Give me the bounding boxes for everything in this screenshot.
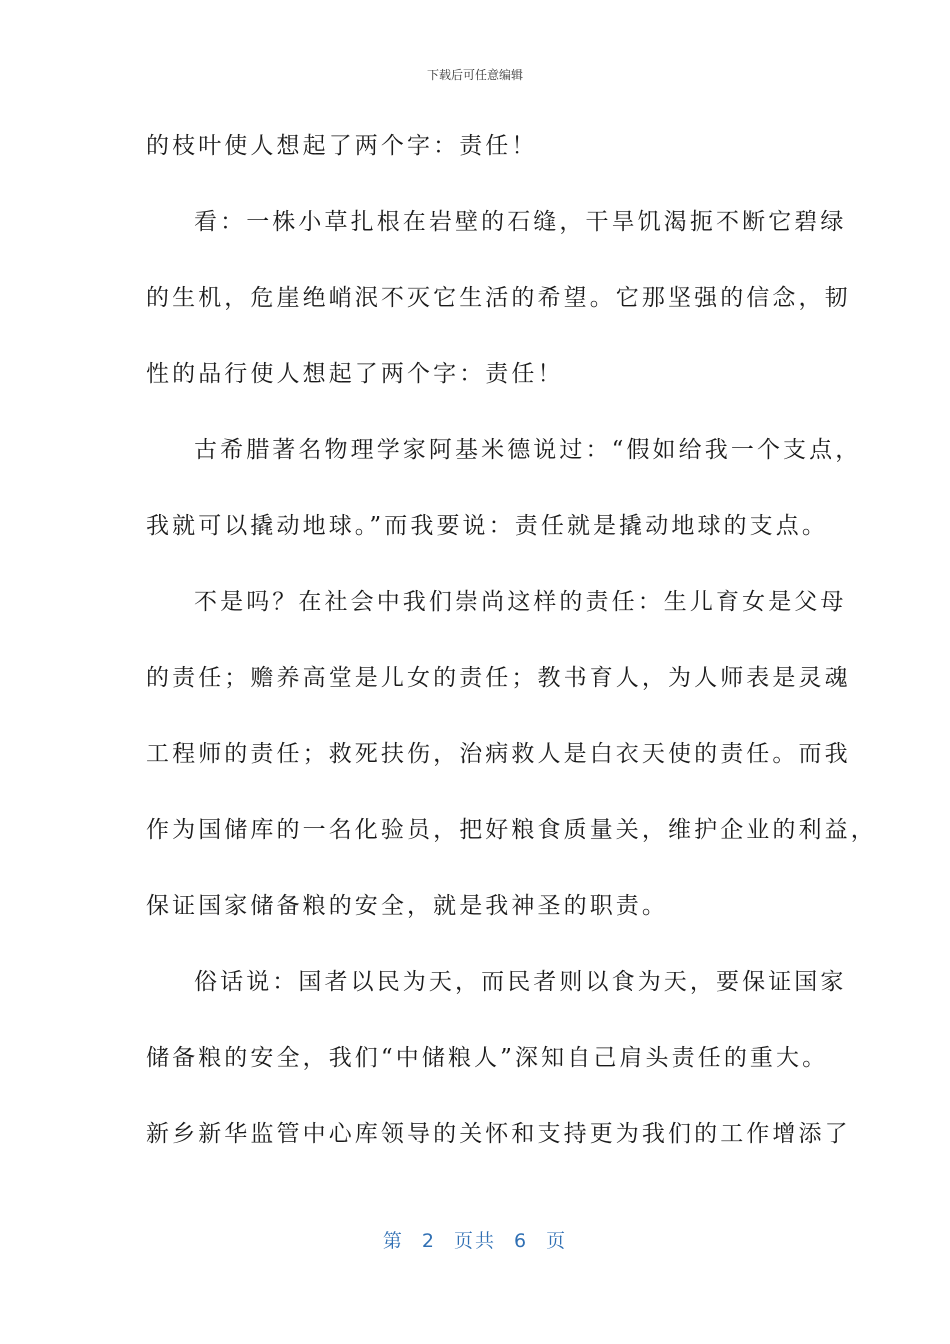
page-prefix: 第: [382, 1230, 404, 1252]
text-line: 保证国家储备粮的安全，就是我神圣的职责。: [146, 893, 668, 919]
text-line: 不是吗？在社会中我们崇尚这样的责任：生儿育女是父母: [194, 589, 847, 615]
text-line: 古希腊著名物理学家阿基米德说过：“假如给我一个支点，: [194, 437, 862, 463]
page-mid: 页共: [453, 1230, 496, 1252]
text-line: 储备粮的安全，我们“中储粮人”深知自己肩头责任的重大。: [146, 1045, 829, 1071]
page-suffix: 页: [546, 1230, 568, 1252]
text-line: 的枝叶使人想起了两个字：责任！: [146, 133, 538, 159]
document-body: [146, 120, 877, 1184]
total-pages: 6: [514, 1230, 529, 1252]
text-line: 看：一株小草扎根在岩壁的石缝，干旱饥渴扼不断它碧绿: [194, 209, 847, 235]
text-line: 工程师的责任；救死扶伤，治病救人是白衣天使的责任。而我: [146, 741, 851, 767]
text-line: 新乡新华监管中心库领导的关怀和支持更为我们的工作增添了: [146, 1121, 851, 1147]
text-line: 俗话说：国者以民为天，而民者则以食为天，要保证国家: [194, 969, 847, 995]
text-line: 的责任；赡养高堂是儿女的责任；教书育人，为人师表是灵魂: [146, 665, 851, 691]
text-line: 性的品行使人想起了两个字：责任！: [146, 361, 564, 387]
page-footer: [0, 1226, 950, 1253]
text-line: 作为国储库的一名化验员，把好粮食质量关，维护企业的利益，: [146, 817, 877, 843]
page-number: 2: [421, 1230, 436, 1252]
page-header: 下载后可任意编辑: [426, 68, 523, 82]
text-line: 我就可以撬动地球。”而我要说：责任就是撬动地球的支点。: [146, 513, 828, 539]
text-line: 的生机，危崖绝峭泯不灭它生活的希望。它那坚强的信念，韧: [146, 285, 851, 311]
